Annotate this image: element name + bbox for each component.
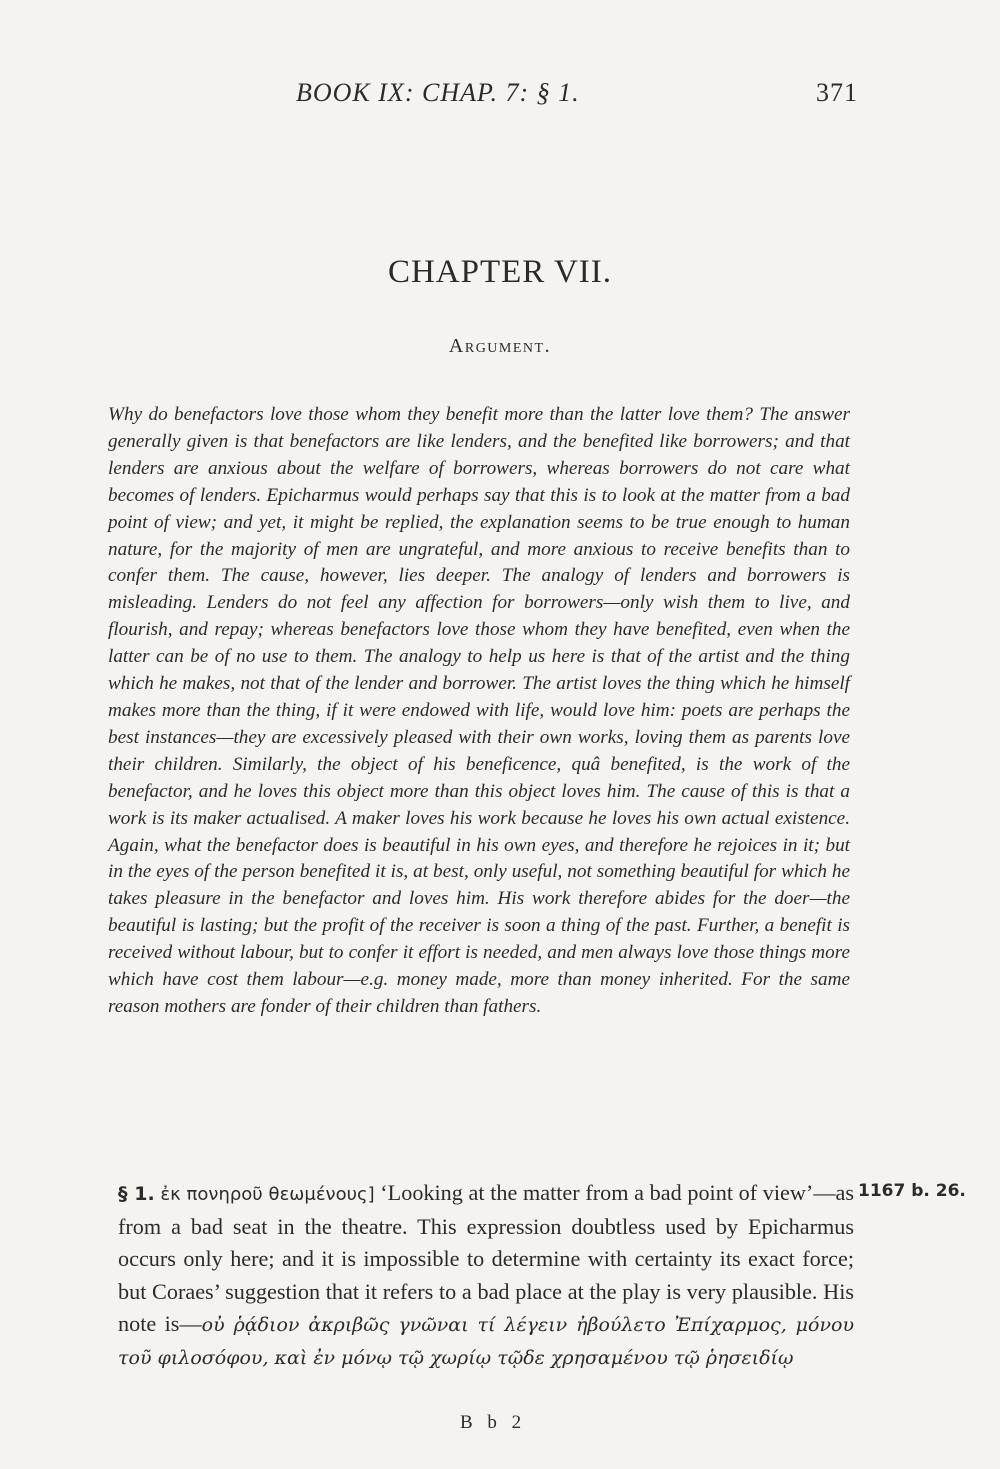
running-title: BOOK IX: CHAP. 7: § 1. bbox=[296, 78, 580, 107]
page-number: 371 bbox=[816, 78, 858, 107]
argument-heading: Argument. bbox=[448, 335, 552, 357]
chapter-title: CHAPTER VII. bbox=[387, 254, 613, 290]
greek-lemma: ἐκ πονηροῦ θεωμένους] bbox=[160, 1184, 375, 1205]
section-reference: § 1. bbox=[118, 1183, 155, 1205]
commentary-note bbox=[118, 1177, 854, 1374]
margin-reference: 1167 b. 26. bbox=[858, 1181, 966, 1201]
printer-signature: B b 2 bbox=[460, 1412, 527, 1433]
commentary-text: ‘Looking at the matter from a bad point of view’—as from a bad seat in the theatre. This expression doubtless used by Epicharmus occurs only here; and it is impossible to determine with certainty its exact force; but Coraes’ suggestion that it refers to a bad place at the play is very plausible. His note is— bbox=[118, 1180, 854, 1336]
argument-text: Why do benefactors love those whom they benefit more than the latter love them? The answer generally given is that benefactors are like lenders, and the benefited like borrowers; and that lenders are anxious about the welfare of borrowers, whereas borrowers do not care what becomes of lenders. Epicharmus would perhaps say that this is to look at the matter from a bad point of view; and yet, it might be replied, the explanation seems to be true enough to human nature, for the majority of men are ungrateful, and more anxious to receive benefits than to confer them. The cause, however, lies deeper. The analogy of lenders and borrowers is misleading. Lenders do not feel any affection for borrowers—only wish them to live, and flourish, and repay; whereas benefactors love those whom they have benefited, even when the latter can be of no use to them. The analogy to help us here is that of the artist and the thing which he makes, not that of the lender and borrower. The artist loves the thing which he himself makes more than the thing, if it were endowed with life, would love him: poets are perhaps the best instances—they are excessively pleased with their own works, loving them as parents love their children. Similarly, the object of his beneficence, quâ benefited, is the work of the benefactor, and he loves this object more than this object loves him. The cause of this is that a work is its maker actualised. A maker loves his work because he loves his own actual existence. Again, what the benefactor does is beautiful in his own eyes, and therefore he rejoices in it; but in the eyes of the person benefited it is, at best, only useful, not something beautiful for which he takes pleasure in the benefactor and loves him. His work therefore abides for the doer—the beautiful is lasting; but the profit of the receiver is soon a thing of the past. Further, a benefit is received without labour, but to confer it effort is needed, and men always love those things more which have cost them labour—e.g. money made, more than money inherited. For the same reason mothers are fonder of their children than fathers. bbox=[108, 404, 850, 1017]
greek-quotation: οὐ ῥᾴδιον ἀκριβῶς γνῶναι τί λέγειν ἠβούλετο Ἐπίχαρμος, μόνου τοῦ φιλοσόφου, καὶ ἐν μόνῳ τῷ χωρίῳ τῷδε χρησαμένου τῷ ῥησειδίῳ bbox=[118, 1313, 854, 1370]
